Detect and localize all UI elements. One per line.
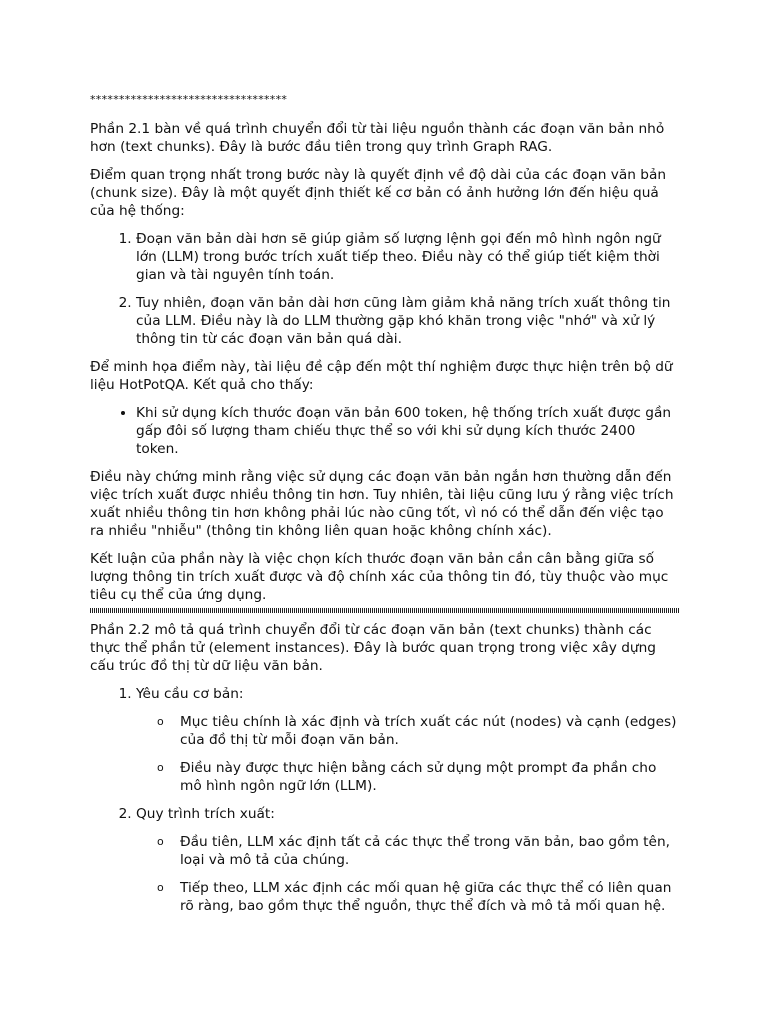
list-item bbox=[136, 685, 680, 795]
sub-list-text: Đầu tiên, LLM xác định tất cả các thực thể trong văn bản, bao gồm tên, loại và mô tả của chúng. bbox=[180, 834, 670, 868]
section-2-1-bullet-list bbox=[90, 404, 680, 458]
circle-bullet-icon: o bbox=[157, 835, 164, 848]
sub-list-text: Tiếp theo, LLM xác định các mối quan hệ giữa các thực thể có liên quan rõ ràng, bao gồm thực thể nguồn, thực thể đích và mô tả mối quan hệ. bbox=[180, 880, 672, 914]
sub-list-text: Mục tiêu chính là xác định và trích xuất các nút (nodes) và cạnh (edges) của đồ thị từ mỗi đoạn văn bản. bbox=[180, 714, 677, 748]
list-item-title: Yêu cầu cơ bản: bbox=[136, 686, 244, 702]
sub-list bbox=[136, 833, 680, 915]
section-2-1-experiment: Để minh họa điểm này, tài liệu đề cập đến một thí nghiệm được thực hiện trên bộ dữ liệu HotPotQA. Kết quả cho thấy: bbox=[90, 359, 673, 393]
list-item: 1. Đoạn văn bản dài hơn sẽ giúp giảm số lượng lệnh gọi đến mô hình ngôn ngữ lớn (LLM) trong bước trích xuất tiếp theo. Điều này có thể giúp tiết kiệm thời gian và tài nguyên tính toán. bbox=[136, 230, 680, 284]
section-2-1-intro: Phần 2.1 bàn về quá trình chuyển đổi từ tài liệu nguồn thành các đoạn văn bản nhỏ hơn (text chunks). Đây là bước đầu tiên trong quy trình Graph RAG. bbox=[90, 121, 665, 155]
sub-list-item bbox=[157, 879, 680, 915]
sub-list-item bbox=[157, 833, 680, 869]
section-divider bbox=[90, 608, 680, 613]
document-page bbox=[90, 90, 680, 925]
circle-bullet-icon: o bbox=[157, 761, 164, 774]
section-2-1-key-point: Điểm quan trọng nhất trong bước này là quyết định về độ dài của các đoạn văn bản (chunk size). Đây là một quyết định thiết kế cơ bản có ảnh hưởng lớn đến hiệu quả của hệ thống: bbox=[90, 167, 667, 219]
section-2-1-proof: Điều này chứng minh rằng việc sử dụng các đoạn văn bản ngắn hơn thường dẫn đến việc trích xuất được nhiều thông tin hơn. Tuy nhiên, tài liệu cũng lưu ý rằng việc trích xuất nhiều thông tin hơn không phải lúc nào cũng tốt, vì nó có thể dẫn đến việc tạo ra nhiều "nhiễu" (thông tin không liên quan hoặc không chính xác). bbox=[90, 469, 674, 539]
list-item bbox=[136, 805, 680, 915]
section-2-1-conclusion: Kết luận của phần này là việc chọn kích thước đoạn văn bản cần cân bằng giữa số lượng thông tin trích xuất được và độ chính xác của thông tin đó, tùy thuộc vào mục tiêu cụ thể của ứng dụng. bbox=[90, 551, 669, 603]
section-2-1-numbered-list bbox=[90, 230, 680, 348]
list-item: 2. Tuy nhiên, đoạn văn bản dài hơn cũng làm giảm khả năng trích xuất thông tin của LLM. Điều này là do LLM thường gặp khó khăn trong việc "nhớ" và xử lý thông tin từ các đoạn văn bản quá dài. bbox=[136, 294, 680, 348]
asterisk-separator: ********************************** bbox=[90, 93, 288, 106]
list-item-title: Quy trình trích xuất: bbox=[136, 806, 275, 822]
circle-bullet-icon: o bbox=[157, 715, 164, 728]
sub-list-text: Điều này được thực hiện bằng cách sử dụng một prompt đa phần cho mô hình ngôn ngữ lớn (LLM). bbox=[180, 760, 657, 794]
sub-list-item bbox=[157, 759, 680, 795]
list-item: • Khi sử dụng kích thước đoạn văn bản 600 token, hệ thống trích xuất được gần gấp đôi số lượng tham chiếu thực thể so với khi sử dụng kích thước 2400 token. bbox=[136, 404, 680, 458]
sub-list-item bbox=[157, 713, 680, 749]
sub-list bbox=[136, 713, 680, 795]
section-2-2-intro: Phần 2.2 mô tả quá trình chuyển đổi từ các đoạn văn bản (text chunks) thành các thực thể phần tử (element instances). Đây là bước quan trọng trong việc xây dựng cấu trúc đồ thị từ dữ liệu văn bản. bbox=[90, 622, 656, 674]
section-2-2-numbered-list bbox=[90, 685, 680, 915]
circle-bullet-icon: o bbox=[157, 881, 164, 894]
